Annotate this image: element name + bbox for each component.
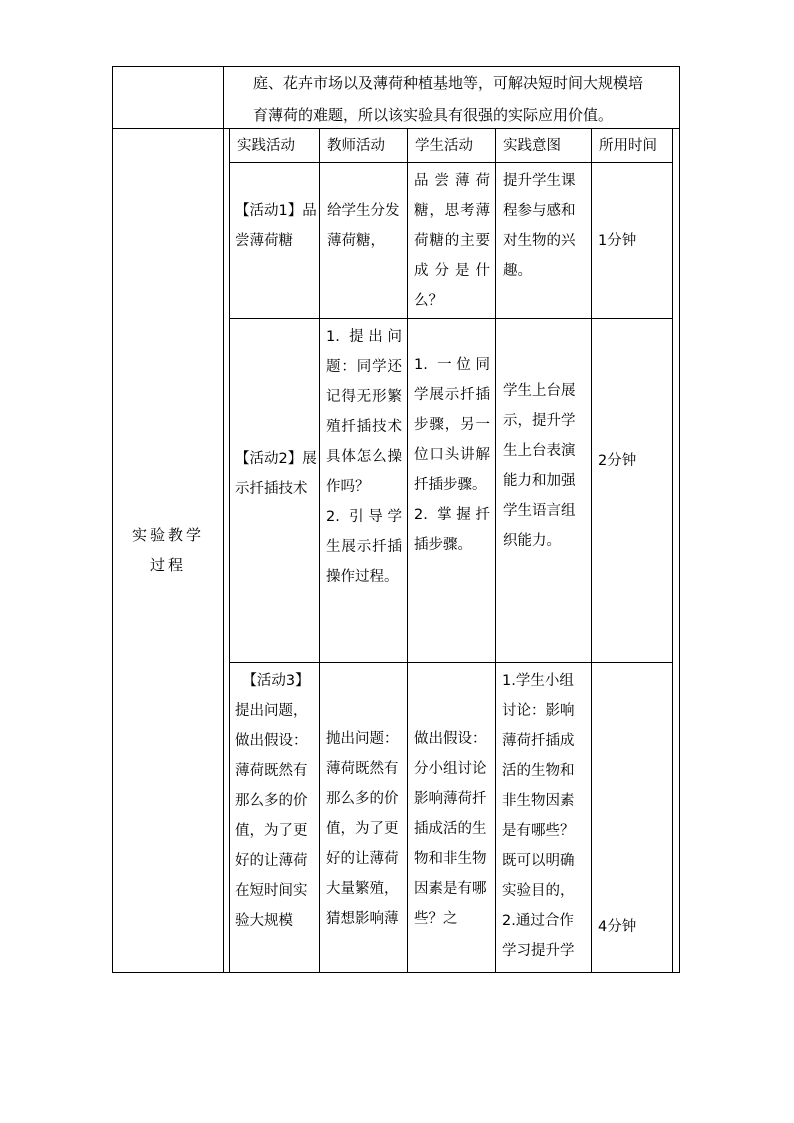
row2-student: 1. 一位同学展示扦插步骤，另一位口头讲解扦插步骤。 2. 掌握扦插步骤。: [414, 357, 490, 553]
inner-row1-bottom: [229, 318, 672, 319]
row1-intent: 提升学生课程参与感和对生物的兴趣。: [503, 173, 576, 279]
top-row-line2: 育薄荷的难题，所以该实验具有很强的实际应用价值。: [253, 106, 614, 124]
top-row-line1: 庭、花卉市场以及薄荷种植基地等，可解决短时间大规模培: [253, 74, 644, 92]
header-intent: 实践意图: [503, 138, 561, 154]
row2-intent: 学生上台展示，提升学生上台表演能力和加强学生语言组织能力。: [503, 383, 576, 549]
row1-teacher: 给学生分发薄荷糖，: [327, 203, 400, 249]
row3-time: 4分钟: [598, 919, 637, 935]
inner-row2-bottom: [229, 662, 672, 663]
top-row-text: [234, 67, 674, 131]
header-teacher: 教师活动: [327, 138, 385, 154]
row3-activity-head: 【活动3】: [242, 673, 310, 689]
inner-table-left: [229, 128, 230, 973]
row2-activity: 【活动2】展示扦插技术: [235, 451, 317, 497]
col-divider-1: [319, 128, 320, 973]
row1-activity: 【活动1】品尝薄荷糖: [235, 203, 317, 249]
inner-header-bottom: [229, 162, 672, 163]
table-border-right: [679, 66, 680, 973]
row3-teacher: 抛出问题：薄荷既然有那么多的价值，为了更好的让薄荷大量繁殖，猜想影响薄: [326, 731, 399, 927]
header-activity: 实践活动: [237, 138, 295, 154]
col-divider-2: [407, 128, 408, 973]
row1-time: 1分钟: [598, 233, 637, 249]
row3-intent: 1.学生小组讨论：影响薄荷扦插成活的生物和非生物因素是有哪些？既可以明确实验目的， 2.通过合作学习提升学: [502, 673, 575, 959]
table-border-bottom: [112, 972, 680, 973]
row1-student: 品尝薄荷糖，思考薄荷糖的主要成分是什么？: [414, 173, 490, 309]
row2-teacher: 1. 提出问题：同学还记得无形繁殖扦插技术具体怎么操作吗？ 2. 引导学生展示扦插操作过程。: [326, 329, 402, 585]
label-col-divider: [223, 66, 224, 973]
inner-table-right: [672, 128, 673, 973]
section-label: 实验教学 过程: [131, 526, 204, 574]
col-divider-4: [591, 128, 592, 973]
row3-activity: [235, 666, 317, 936]
header-student: 学生活动: [415, 138, 473, 154]
row3-activity-body: 提出问题，做出假设：薄荷既然有那么多的价值，为了更好的让薄荷在短时间实验大规模: [235, 703, 308, 929]
row3-student: 做出假设：分小组讨论影响薄荷扦插成活的生物和非生物因素是有哪些？之: [414, 731, 487, 927]
header-time: 所用时间: [599, 138, 657, 154]
col-divider-3: [495, 128, 496, 973]
row2-time: 2分钟: [598, 453, 637, 469]
